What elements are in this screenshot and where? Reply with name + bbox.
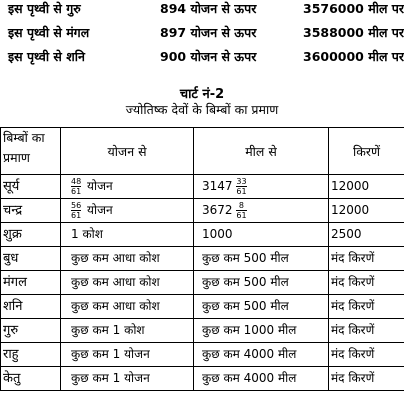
- row-rays: 12000: [329, 175, 404, 199]
- yojan-text: योजन: [87, 203, 113, 217]
- distance-miles: 3588000 मील पर: [303, 25, 404, 40]
- row-miles: [194, 199, 329, 223]
- row-rays: मंद किरणें: [329, 319, 404, 343]
- row-name: शनि: [1, 295, 61, 319]
- row-yojan: कुछ कम 1 योजन: [61, 343, 194, 367]
- table-row: [1, 175, 404, 199]
- distance-row: [0, 0, 404, 20]
- distance-yojan: 894 योजन से ऊपर: [160, 1, 257, 16]
- row-miles: कुछ कम 4000 मील: [194, 343, 329, 367]
- table-row: [1, 343, 404, 367]
- chart-title: चार्ट नं-2: [179, 87, 225, 102]
- distance-miles: 3576000 मील पर: [303, 1, 404, 16]
- yojan-fraction: [71, 201, 81, 220]
- frac-num: 33: [236, 177, 247, 186]
- row-miles: कुछ कम 500 मील: [194, 247, 329, 271]
- bimb-table: [0, 127, 404, 391]
- distance-yojan: 897 योजन से ऊपर: [160, 25, 257, 40]
- row-rays: 12000: [329, 199, 404, 223]
- row-name: केतु: [1, 367, 61, 391]
- row-rays: मंद किरणें: [329, 343, 404, 367]
- table-row: [1, 247, 404, 271]
- table-row: [1, 271, 404, 295]
- row-yojan: कुछ कम 1 कोश: [61, 319, 194, 343]
- header-bimb: बिम्बों का प्रमाण: [1, 128, 61, 175]
- row-yojan: [61, 175, 194, 199]
- row-name: गुरु: [1, 319, 61, 343]
- row-miles: [194, 175, 329, 199]
- row-rays: मंद किरणें: [329, 367, 404, 391]
- miles-text: 3147: [202, 179, 233, 193]
- row-rays: मंद किरणें: [329, 271, 404, 295]
- distance-miles: 3600000 मील पर: [303, 49, 404, 64]
- distance-label: इस पृथ्वी से गुरु: [8, 1, 81, 16]
- header-rays: किरणें: [329, 128, 404, 175]
- row-rays: 2500: [329, 223, 404, 247]
- table-row: [1, 295, 404, 319]
- distance-label: इस पृथ्वी से शनि: [8, 49, 85, 64]
- table-row: [1, 319, 404, 343]
- row-miles: कुछ कम 500 मील: [194, 271, 329, 295]
- row-yojan: 1 कोश: [61, 223, 194, 247]
- frac-den: 61: [236, 211, 247, 220]
- frac-den: 61: [71, 187, 82, 196]
- distance-row: [0, 48, 404, 68]
- table-row: [1, 367, 404, 391]
- row-rays: मंद किरणें: [329, 247, 404, 271]
- row-name: मंगल: [1, 271, 61, 295]
- row-yojan: [61, 199, 194, 223]
- row-miles: कुछ कम 4000 मील: [194, 367, 329, 391]
- row-yojan: कुछ कम 1 योजन: [61, 367, 194, 391]
- row-name: राहु: [1, 343, 61, 367]
- row-name: बुध: [1, 247, 61, 271]
- frac-den: 61: [71, 211, 82, 220]
- chart-subtitle: ज्योतिष्क देवों के बिम्बों का प्रमाण: [125, 102, 279, 117]
- table-header-row: [1, 128, 404, 175]
- row-miles: 1000: [194, 223, 329, 247]
- frac-num: 56: [71, 201, 82, 210]
- frac-num: 8: [236, 201, 246, 211]
- distance-row: [0, 24, 404, 44]
- row-yojan: कुछ कम आधा कोश: [61, 247, 194, 271]
- yojan-text: योजन: [87, 179, 113, 193]
- table-row: [1, 223, 404, 247]
- header-yojan: योजन से: [61, 128, 194, 175]
- miles-text: 3672: [202, 203, 233, 217]
- miles-fraction: [236, 177, 246, 196]
- row-rays: मंद किरणें: [329, 295, 404, 319]
- row-name: सूर्य: [1, 175, 61, 199]
- row-name: चन्द्र: [1, 199, 61, 223]
- distance-label: इस पृथ्वी से मंगल: [8, 25, 90, 40]
- yojan-fraction: [71, 177, 81, 196]
- table-row: [1, 199, 404, 223]
- row-miles: कुछ कम 1000 मील: [194, 319, 329, 343]
- row-yojan: कुछ कम आधा कोश: [61, 295, 194, 319]
- frac-den: 61: [236, 187, 247, 196]
- row-miles: कुछ कम 500 मील: [194, 295, 329, 319]
- miles-fraction: [236, 201, 246, 220]
- row-name: शुक्र: [1, 223, 61, 247]
- row-yojan: कुछ कम आधा कोश: [61, 271, 194, 295]
- distance-yojan: 900 योजन से ऊपर: [160, 49, 257, 64]
- header-miles: मील से: [194, 128, 329, 175]
- frac-num: 48: [71, 177, 82, 186]
